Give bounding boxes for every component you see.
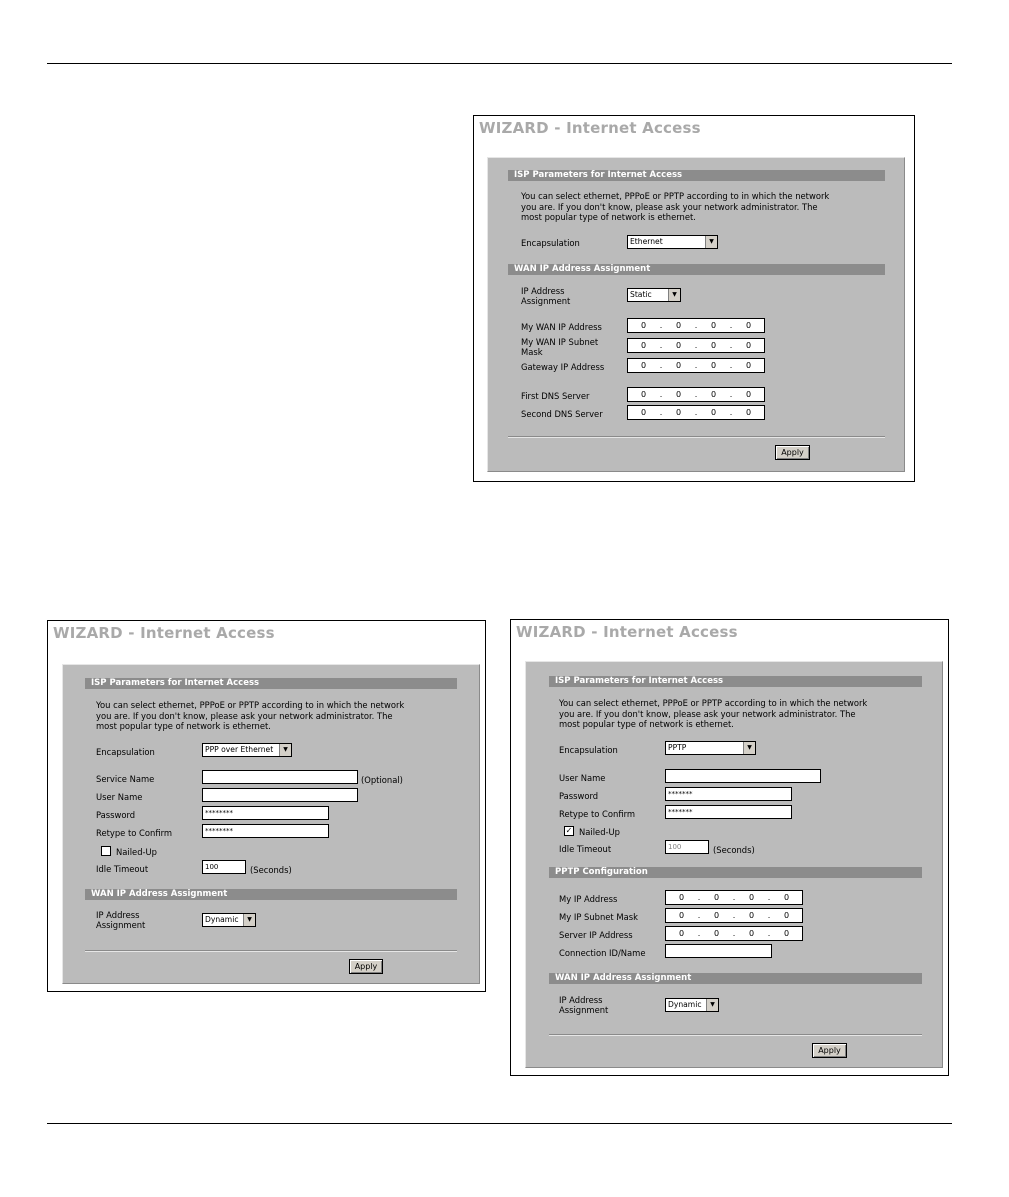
form-panel	[525, 661, 943, 1068]
connection-id-input[interactable]	[665, 944, 772, 958]
seconds-label: (Seconds)	[250, 865, 292, 875]
header-rule	[47, 63, 952, 64]
chevron-down-icon: ▼	[743, 742, 755, 754]
idle-timeout-input[interactable]: 100	[202, 860, 246, 874]
connection-id-label: Connection ID/Name	[559, 948, 646, 958]
chevron-down-icon: ▼	[668, 289, 680, 301]
nailed-up-checkbox[interactable]	[101, 846, 111, 856]
wan-section-header: WAN IP Address Assignment	[85, 889, 457, 900]
nailed-up-checkbox[interactable]: ✓	[565, 826, 573, 835]
ip-assignment-label: IP Address Assignment	[521, 286, 571, 306]
isp-section-header: ISP Parameters for Internet Access	[85, 678, 457, 689]
first-dns-label: First DNS Server	[521, 391, 590, 401]
ip-assignment-select[interactable]: Dynamic ▼	[665, 998, 719, 1012]
my-wan-subnet-input[interactable]: 0 . 0 . 0 . 0	[627, 338, 765, 353]
my-wan-ip-input[interactable]: 0 . 0 . 0 . 0	[627, 318, 765, 333]
gateway-ip-input[interactable]: 0 . 0 . 0 . 0	[627, 358, 765, 373]
server-ip-label: Server IP Address	[559, 930, 633, 940]
isp-section-header: ISP Parameters for Internet Access	[549, 676, 922, 687]
window-title: WIZARD - Internet Access	[53, 624, 275, 642]
password-input[interactable]: ********	[202, 806, 329, 820]
idle-timeout-label: Idle Timeout	[96, 864, 149, 874]
service-name-input[interactable]	[202, 770, 358, 784]
my-ip-input[interactable]: 0 . 0 . 0 . 0	[665, 890, 803, 905]
encapsulation-select[interactable]: PPP over Ethernet ▼	[202, 743, 292, 757]
ip-assignment-label: IP Address Assignment	[559, 995, 609, 1015]
window-title: WIZARD - Internet Access	[516, 623, 738, 641]
encapsulation-label: Encapsulation	[96, 747, 155, 757]
divider	[549, 1034, 922, 1036]
second-dns-input[interactable]: 0 . 0 . 0 . 0	[627, 405, 765, 420]
pptp-section-header: PPTP Configuration	[549, 867, 922, 878]
wan-section-header: WAN IP Address Assignment	[549, 973, 922, 984]
idle-timeout-label: Idle Timeout	[559, 844, 612, 854]
footer-rule	[47, 1123, 952, 1124]
form-panel	[487, 157, 905, 472]
optional-label: (Optional)	[361, 775, 403, 785]
isp-description: You can select ethernet, PPPoE or PPTP according to in which the network you are. If you don't know, please ask your network administrator. The most popular type of network is ethernet.	[559, 698, 868, 730]
seconds-label: (Seconds)	[713, 845, 755, 855]
divider	[508, 436, 885, 438]
wizard-window-pptp	[510, 619, 949, 1076]
encapsulation-select[interactable]: Ethernet ▼	[627, 235, 718, 249]
ip-assignment-select[interactable]: Static ▼	[627, 288, 681, 302]
ip-assignment-label: IP Address Assignment	[96, 910, 146, 930]
encapsulation-select[interactable]: PPTP ▼	[665, 741, 756, 755]
user-name-label: User Name	[96, 792, 143, 802]
apply-button[interactable]: Apply	[812, 1043, 847, 1058]
ip-assignment-select[interactable]: Dynamic ▼	[202, 913, 256, 927]
chevron-down-icon: ▼	[243, 914, 255, 926]
user-name-input[interactable]	[665, 769, 821, 783]
password-label: Password	[96, 810, 136, 820]
encapsulation-label: Encapsulation	[521, 238, 580, 248]
apply-button[interactable]: Apply	[775, 445, 810, 460]
user-name-label: User Name	[559, 773, 606, 783]
retype-password-input[interactable]: *******	[665, 805, 792, 819]
isp-section-header: ISP Parameters for Internet Access	[508, 170, 885, 181]
retype-password-label: Retype to Confirm	[96, 828, 173, 838]
isp-description: You can select ethernet, PPPoE or PPTP according to in which the network you are. If you don't know, please ask your network administrator. The most popular type of network is ethernet.	[521, 191, 830, 223]
service-name-label: Service Name	[96, 774, 155, 784]
isp-description: You can select ethernet, PPPoE or PPTP according to in which the network you are. If you don't know, please ask your network administrator. The most popular type of network is ethernet.	[96, 700, 405, 732]
nailed-up-label: Nailed-Up	[116, 847, 157, 857]
gateway-ip-label: Gateway IP Address	[521, 362, 605, 372]
wan-section-header: WAN IP Address Assignment	[508, 264, 885, 275]
retype-password-input[interactable]: ********	[202, 824, 329, 838]
chevron-down-icon: ▼	[279, 744, 291, 756]
user-name-input[interactable]	[202, 788, 358, 802]
divider	[85, 950, 457, 952]
apply-button[interactable]: Apply	[349, 959, 383, 974]
nailed-up-label: Nailed-Up	[579, 827, 620, 837]
password-label: Password	[559, 791, 599, 801]
my-subnet-label: My IP Subnet Mask	[559, 912, 638, 922]
chevron-down-icon: ▼	[705, 236, 717, 248]
password-input[interactable]: *******	[665, 787, 792, 801]
second-dns-label: Second DNS Server	[521, 409, 603, 419]
first-dns-input[interactable]: 0 . 0 . 0 . 0	[627, 387, 765, 402]
window-title: WIZARD - Internet Access	[479, 119, 701, 137]
encapsulation-label: Encapsulation	[559, 745, 618, 755]
idle-timeout-input[interactable]: 100	[665, 840, 709, 854]
my-ip-label: My IP Address	[559, 894, 618, 904]
wizard-window-pppoe	[47, 620, 486, 992]
my-wan-subnet-label: My WAN IP Subnet Mask	[521, 337, 599, 357]
form-panel	[62, 664, 480, 984]
retype-password-label: Retype to Confirm	[559, 809, 636, 819]
wizard-window-ethernet	[473, 115, 915, 482]
my-wan-ip-label: My WAN IP Address	[521, 322, 602, 332]
server-ip-input[interactable]: 0 . 0 . 0 . 0	[665, 926, 803, 941]
chevron-down-icon: ▼	[706, 999, 718, 1011]
my-subnet-input[interactable]: 0 . 0 . 0 . 0	[665, 908, 803, 923]
